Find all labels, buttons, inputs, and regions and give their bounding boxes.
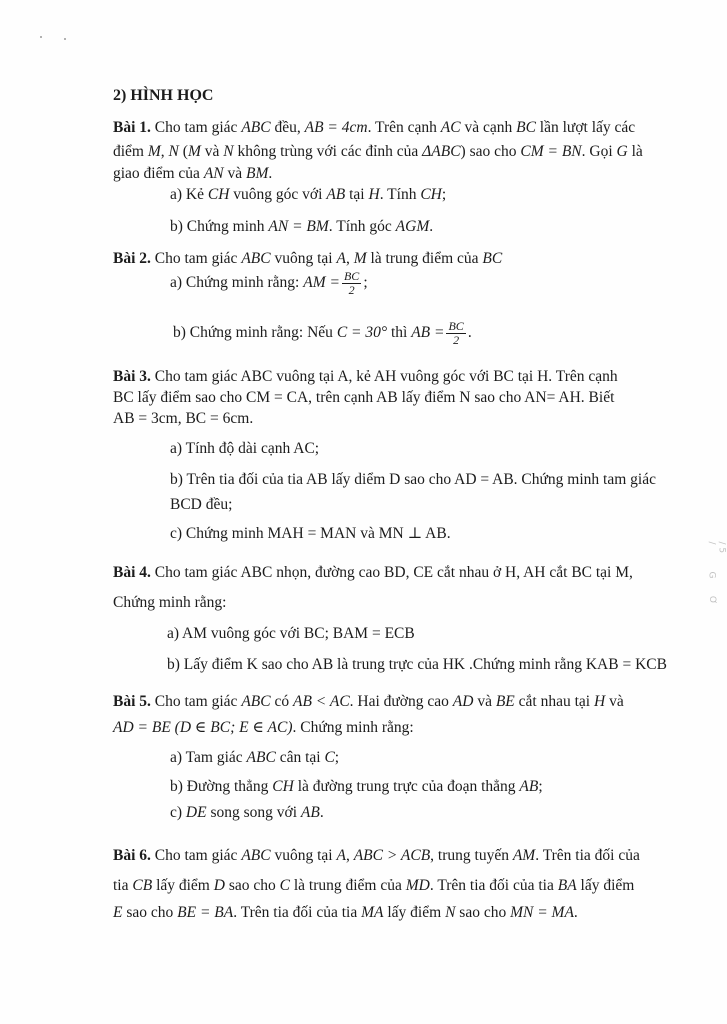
problem-1-part-b: b) Chứng minh AN = BM. Tính góc AGM. [170, 218, 434, 235]
problem-5-label: Bài 5. [113, 693, 151, 710]
problem-4-line-2: Chứng minh rằng: [113, 594, 227, 611]
problem-1-label: Bài 1. [113, 119, 151, 136]
problem-5-part-b: b) Đường thẳng CH là đường trung trực của đoạn thẳng AB; [170, 778, 543, 795]
problem-2-line-1: Bài 2. Cho tam giác ABC vuông tại A, M là trung điểm của BC [113, 250, 503, 267]
problem-6-line-2: tia CB lấy điểm D sao cho C là trung điểm của MD. Trên tia đối của tia BA lấy điểm [113, 877, 635, 894]
margin-mark: / 5 / [706, 541, 727, 554]
scan-speck [64, 38, 66, 40]
margin-mark: Ơ [707, 595, 718, 605]
problem-3-line-1: Bài 3. Cho tam giác ABC vuông tại A, kẻ AH vuông góc với BC tại H. Trên cạnh [113, 368, 618, 385]
problem-3-part-b-line-2: BCD đều; [170, 496, 233, 513]
problem-6-label: Bài 6. [113, 847, 151, 864]
problem-6-line-1: Bài 6. Cho tam giác ABC vuông tại A, ABC > ACB, trung tuyến AM. Trên tia đối của [113, 847, 640, 864]
problem-3-line-3: AB = 3cm, BC = 6cm. [113, 410, 254, 427]
section-title: 2) HÌNH HỌC [113, 87, 214, 104]
problem-6-line-3: E sao cho BE = BA. Trên tia đối của tia MA lấy điểm N sao cho MN = MA. [113, 904, 578, 921]
fraction-bc-over-2: $\frac{BC}{2}$ [343, 269, 360, 297]
problem-5-part-a: a) Tam giác ABC cân tại C; [170, 749, 340, 766]
problem-2-part-a: a) Chứng minh rằng: AM = $\frac{BC}{2}$ ; [170, 269, 368, 297]
problem-4-line-1: Bài 4. Cho tam giác ABC nhọn, đường cao BD, CE cắt nhau ở H, AH cắt BC tại M, [113, 564, 633, 581]
problem-3-part-b-line-1: b) Trên tia đối của tia AB lấy diểm D sao cho AD = AB. Chứng minh tam giác [170, 471, 656, 488]
problem-1-line-2: điểm M, N (M và N không trùng với các đỉnh của ΔABC) sao cho CM = BN. Gọi G là [113, 143, 643, 160]
margin-mark: G [706, 571, 717, 579]
problem-1-part-a: a) Kẻ CH vuông góc với AB tại H. Tính CH; [170, 186, 447, 203]
problem-1-line-1: Bài 1. Cho tam giác ABC đều, AB = 4cm. Trên cạnh AC và cạnh BC lần lượt lấy các [113, 119, 636, 136]
problem-3-line-2: BC lấy điểm sao cho CM = CA, trên cạnh AB lấy điểm N sao cho AN= AH. Biết [113, 389, 615, 406]
problem-2-part-b: b) Chứng minh rằng: Nếu C = 30° thì AB = $\frac{BC}{2}$ . [173, 319, 472, 347]
scan-speck [40, 36, 42, 38]
problem-3-part-c: c) Chứng minh MAH = MAN và MN ⊥ AB. [170, 525, 451, 542]
problem-2-label: Bài 2. [113, 250, 151, 267]
problem-5-line-1: Bài 5. Cho tam giác ABC có AB < AC. Hai đường cao AD và BE cắt nhau tại H và [113, 693, 624, 710]
problem-3-label: Bài 3. [113, 368, 151, 385]
problem-5-part-c: c) DE song song với AB. [170, 804, 324, 821]
problem-4-label: Bài 4. [113, 564, 151, 581]
problem-4-part-a: a) AM vuông góc với BC; BAM = ECB [167, 625, 415, 642]
problem-4-part-b: b) Lấy điểm K sao cho AB là trung trực của HK .Chứng minh rằng KAB = KCB [167, 656, 667, 673]
problem-5-line-2: AD = BE (D ∈ BC; E ∈ AC). Chứng minh rằng: [113, 719, 414, 736]
problem-1-line-3: giao điểm của AN và BM. [113, 165, 273, 182]
problem-3-part-a: a) Tính độ dài cạnh AC; [170, 440, 320, 457]
fraction-bc-over-2: $\frac{BC}{2}$ [448, 319, 464, 347]
